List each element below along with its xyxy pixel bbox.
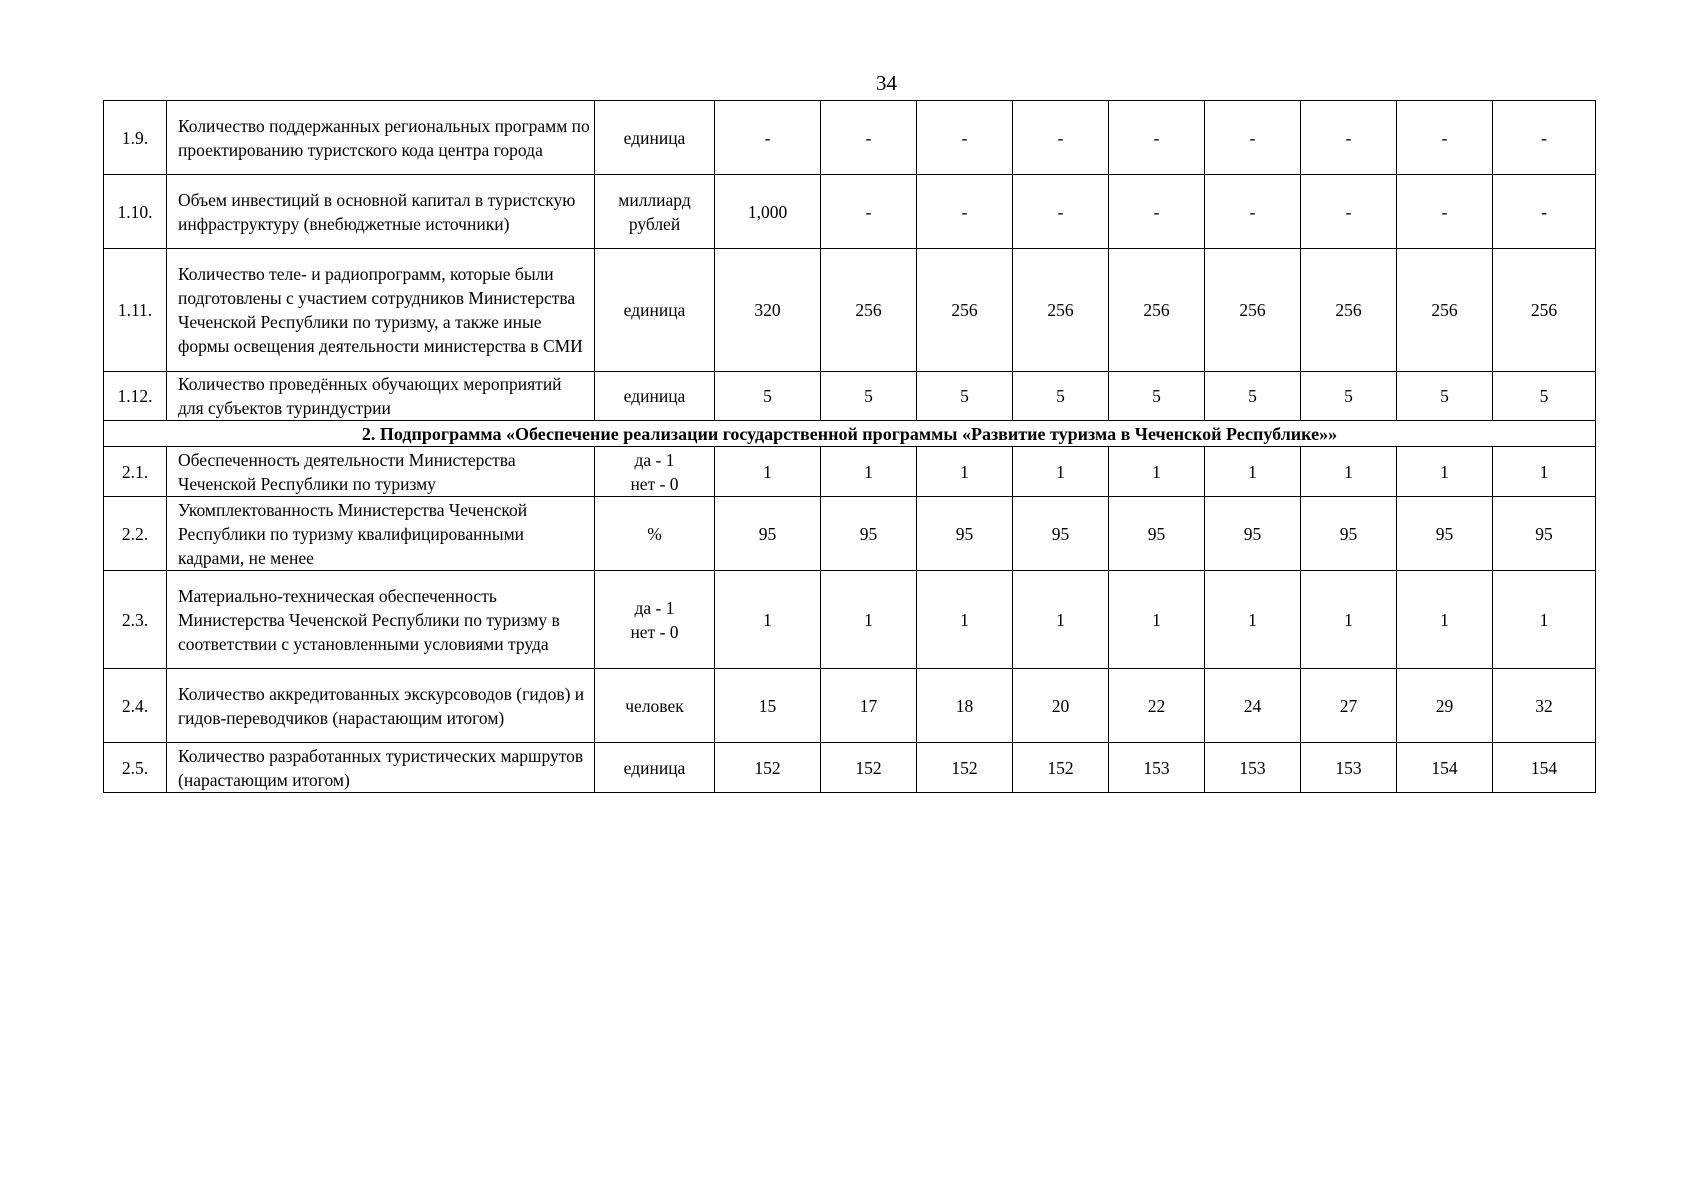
table-row bbox=[104, 249, 1596, 372]
value-cell: 152 bbox=[1013, 743, 1109, 793]
table-row bbox=[104, 497, 1596, 571]
value-cell: 5 bbox=[715, 372, 821, 421]
value-cell: 5 bbox=[1013, 372, 1109, 421]
value-cell: 153 bbox=[1109, 743, 1205, 793]
indicator-name: Обеспеченность деятельности Министерства Чеченской Республики по туризму bbox=[167, 447, 595, 497]
value-cell: 1 bbox=[1397, 447, 1493, 497]
value-cell: - bbox=[1205, 101, 1301, 175]
value-cell: 17 bbox=[821, 669, 917, 743]
unit-text: % bbox=[647, 523, 662, 544]
indicator-name: Объем инвестиций в основной капитал в туристскую инфраструктуру (внебюджетные источники) bbox=[167, 175, 595, 249]
value-cell: - bbox=[917, 175, 1013, 249]
value-cell: - bbox=[1205, 175, 1301, 249]
value-cell: 1 bbox=[1493, 571, 1596, 669]
value-cell: 152 bbox=[917, 743, 1013, 793]
row-number: 1.11. bbox=[104, 249, 167, 372]
unit-cell bbox=[595, 669, 715, 743]
value-cell: - bbox=[1109, 101, 1205, 175]
unit-text: нет - 0 bbox=[630, 473, 679, 494]
unit-text: да - 1 bbox=[634, 449, 675, 470]
row-number: 1.12. bbox=[104, 372, 167, 421]
value-cell: 256 bbox=[917, 249, 1013, 372]
value-cell: 1 bbox=[1301, 447, 1397, 497]
value-cell: 95 bbox=[821, 497, 917, 571]
indicator-name: Материально-техническая обеспеченность Министерства Чеченской Республики по туризму в соответствии с установленными условиями труда bbox=[167, 571, 595, 669]
value-cell: 95 bbox=[1493, 497, 1596, 571]
value-cell: - bbox=[715, 101, 821, 175]
value-cell: 256 bbox=[1301, 249, 1397, 372]
row-number: 2.3. bbox=[104, 571, 167, 669]
value-cell: - bbox=[1493, 175, 1596, 249]
value-cell: 95 bbox=[917, 497, 1013, 571]
unit-cell bbox=[595, 249, 715, 372]
value-cell: 256 bbox=[1109, 249, 1205, 372]
value-cell: - bbox=[821, 101, 917, 175]
table-row bbox=[104, 669, 1596, 743]
value-cell: - bbox=[1301, 175, 1397, 249]
indicator-table-body bbox=[104, 101, 1596, 793]
value-cell: 1 bbox=[821, 447, 917, 497]
value-cell: 256 bbox=[1013, 249, 1109, 372]
value-cell: 1 bbox=[917, 571, 1013, 669]
indicator-name: Количество теле- и радиопрограмм, которые были подготовлены с участием сотрудников Министерства Чеченской Республики по туризму, а также иные формы освещения деятельности министерства в СМИ bbox=[167, 249, 595, 372]
value-cell: 95 bbox=[1109, 497, 1205, 571]
unit-text: нет - 0 bbox=[630, 621, 679, 642]
value-cell: - bbox=[1493, 101, 1596, 175]
value-cell: 95 bbox=[715, 497, 821, 571]
section-row bbox=[104, 421, 1596, 447]
value-cell: 1 bbox=[715, 571, 821, 669]
value-cell: 18 bbox=[917, 669, 1013, 743]
table-row bbox=[104, 372, 1596, 421]
value-cell: 95 bbox=[1301, 497, 1397, 571]
value-cell: - bbox=[1397, 101, 1493, 175]
value-cell: 32 bbox=[1493, 669, 1596, 743]
unit-text: единица bbox=[623, 386, 686, 406]
value-cell: 256 bbox=[1397, 249, 1493, 372]
value-cell: - bbox=[1301, 101, 1397, 175]
value-cell: 20 bbox=[1013, 669, 1109, 743]
value-cell: 1,000 bbox=[715, 175, 821, 249]
value-cell: - bbox=[1109, 175, 1205, 249]
unit-cell bbox=[595, 101, 715, 175]
indicator-table bbox=[103, 100, 1596, 793]
value-cell: - bbox=[1397, 175, 1493, 249]
value-cell: 1 bbox=[1013, 571, 1109, 669]
value-cell: 5 bbox=[917, 372, 1013, 421]
value-cell: 95 bbox=[1397, 497, 1493, 571]
unit-text: единица bbox=[623, 757, 686, 778]
value-cell: 320 bbox=[715, 249, 821, 372]
unit-cell bbox=[595, 372, 715, 421]
value-cell: - bbox=[1013, 175, 1109, 249]
table-row bbox=[104, 571, 1596, 669]
row-number: 1.10. bbox=[104, 175, 167, 249]
row-number: 1.9. bbox=[104, 101, 167, 175]
unit-cell bbox=[595, 447, 715, 497]
value-cell: 256 bbox=[1493, 249, 1596, 372]
value-cell: 154 bbox=[1397, 743, 1493, 793]
value-cell: - bbox=[917, 101, 1013, 175]
table-row bbox=[104, 447, 1596, 497]
unit-text: да - 1 bbox=[634, 597, 675, 618]
value-cell: 1 bbox=[917, 447, 1013, 497]
value-cell: 1 bbox=[715, 447, 821, 497]
unit-text: рублей bbox=[628, 213, 681, 234]
value-cell: 1 bbox=[1109, 447, 1205, 497]
value-cell: 152 bbox=[715, 743, 821, 793]
value-cell: 24 bbox=[1205, 669, 1301, 743]
indicator-name: Укомплектованность Министерства Чеченской Республики по туризму квалифицированными кадрами, не менее bbox=[167, 497, 595, 571]
unit-cell bbox=[595, 743, 715, 793]
unit-text: человек bbox=[625, 695, 684, 716]
value-cell: 256 bbox=[1205, 249, 1301, 372]
unit-text: единица bbox=[623, 127, 686, 148]
value-cell: 22 bbox=[1109, 669, 1205, 743]
row-number: 2.2. bbox=[104, 497, 167, 571]
indicator-name: Количество поддержанных региональных программ по проектированию туристского кода центра города bbox=[167, 101, 595, 175]
indicator-name: Количество аккредитованных экскурсоводов (гидов) и гидов-переводчиков (нарастающим итогом) bbox=[167, 669, 595, 743]
value-cell: 5 bbox=[821, 372, 917, 421]
value-cell: 5 bbox=[1109, 372, 1205, 421]
value-cell: 1 bbox=[1109, 571, 1205, 669]
section-title: 2. Подпрограмма «Обеспечение реализации государственной программы «Развитие туризма в Чеченской Республике»» bbox=[104, 421, 1596, 447]
value-cell: 1 bbox=[821, 571, 917, 669]
value-cell: 153 bbox=[1301, 743, 1397, 793]
value-cell: 95 bbox=[1013, 497, 1109, 571]
page-number: 34 bbox=[876, 71, 897, 95]
value-cell: 1 bbox=[1301, 571, 1397, 669]
value-cell: 29 bbox=[1397, 669, 1493, 743]
row-number: 2.1. bbox=[104, 447, 167, 497]
indicator-table-wrapper bbox=[103, 100, 1595, 793]
value-cell: 154 bbox=[1493, 743, 1596, 793]
table-row bbox=[104, 743, 1596, 793]
unit-cell bbox=[595, 175, 715, 249]
value-cell: 1 bbox=[1397, 571, 1493, 669]
row-number: 2.5. bbox=[104, 743, 167, 793]
value-cell: 153 bbox=[1205, 743, 1301, 793]
unit-text: миллиард bbox=[618, 189, 691, 210]
row-number: 2.4. bbox=[104, 669, 167, 743]
value-cell: - bbox=[1013, 101, 1109, 175]
unit-text: единица bbox=[623, 300, 686, 320]
value-cell: 15 bbox=[715, 669, 821, 743]
value-cell: 1 bbox=[1493, 447, 1596, 497]
indicator-name: Количество разработанных туристических маршрутов (нарастающим итогом) bbox=[167, 743, 595, 793]
value-cell: 5 bbox=[1205, 372, 1301, 421]
value-cell: 5 bbox=[1397, 372, 1493, 421]
table-row bbox=[104, 101, 1596, 175]
value-cell: 5 bbox=[1493, 372, 1596, 421]
table-row bbox=[104, 175, 1596, 249]
value-cell: 256 bbox=[821, 249, 917, 372]
value-cell: 1 bbox=[1205, 571, 1301, 669]
value-cell: 152 bbox=[821, 743, 917, 793]
value-cell: 95 bbox=[1205, 497, 1301, 571]
value-cell: 1 bbox=[1013, 447, 1109, 497]
value-cell: 5 bbox=[1301, 372, 1397, 421]
unit-cell bbox=[595, 571, 715, 669]
value-cell: 1 bbox=[1205, 447, 1301, 497]
unit-cell bbox=[595, 497, 715, 571]
value-cell: 27 bbox=[1301, 669, 1397, 743]
indicator-name: Количество проведённых обучающих мероприятий для субъектов туриндустрии bbox=[167, 372, 595, 421]
value-cell: - bbox=[821, 175, 917, 249]
